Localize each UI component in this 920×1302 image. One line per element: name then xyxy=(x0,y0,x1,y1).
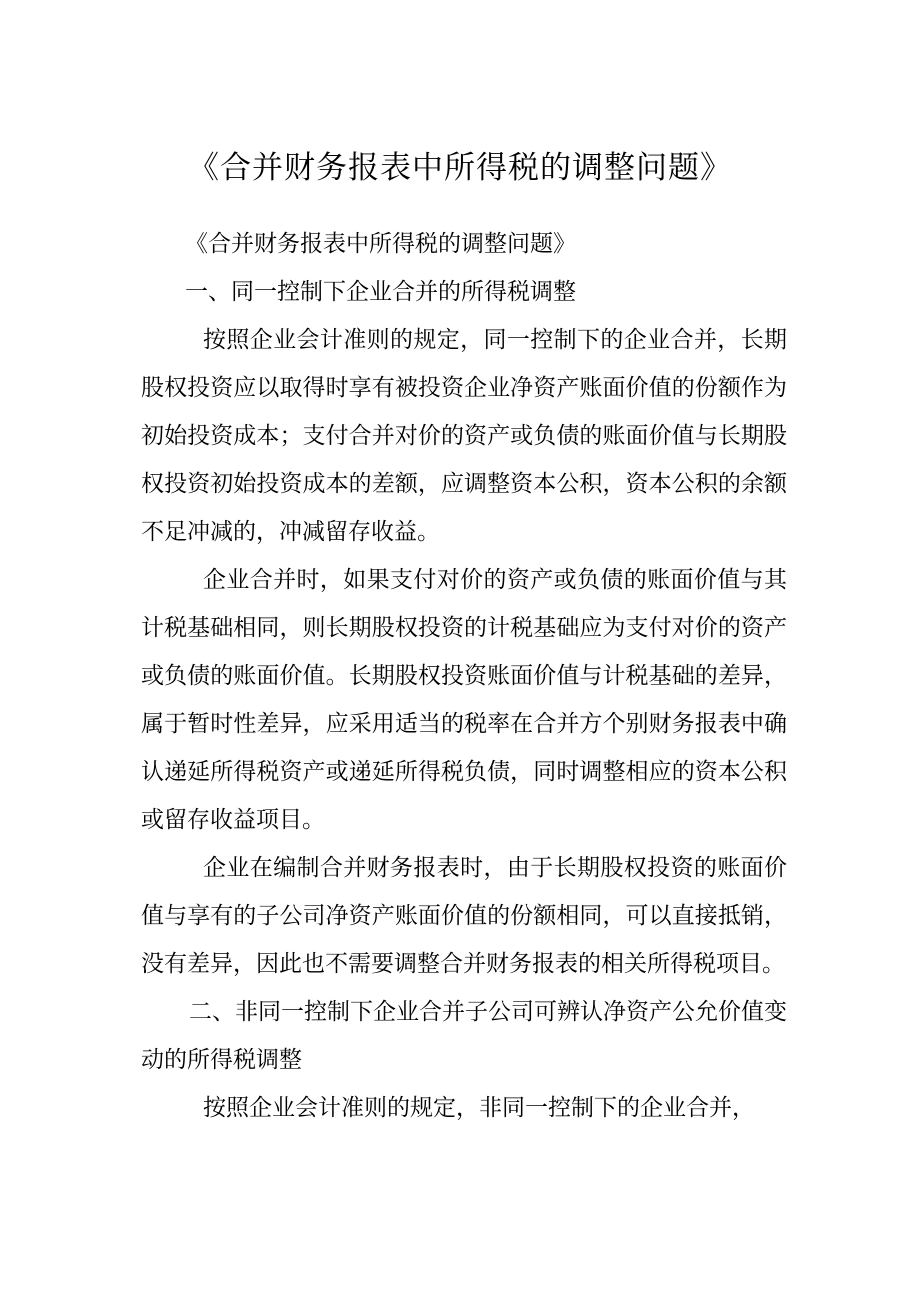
paragraph: 按照企业会计准则的规定，非同一控制下的企业合并， xyxy=(203,1095,755,1121)
paragraph: 按照企业会计准则的规定，同一控制下的企业合并，长期股权投资应以取得时享有被投资企业净资产账面价值的份额作为初始投资成本；支付合并对价的资产或负债的账面价值与长期股权投资初始投资成本的差额，应调整资本公积，资本公积的余额不足冲减的，冲减留存收益。 xyxy=(141,327,787,545)
paragraph: 企业合并时，如果支付对价的资产或负债的账面价值与其计税基础相同，则长期股权投资的计税基础应为支付对价的资产或负债的账面价值。长期股权投资账面价值与计税基础的差异，属于暂时性差异，应采用适当的税率在合并方个别财务报表中确认递延所得税资产或递延所得税负债，同时调整相应的资本公积或留存收益项目。 xyxy=(141,567,787,833)
document-title: 《合并财务报表中所得税的调整问题》 xyxy=(188,150,732,186)
section-heading-1: 一、同一控制下企业合并的所得税调整 xyxy=(185,279,576,305)
paragraph: 企业在编制合并财务报表时，由于长期股权投资的账面价值与享有的子公司净资产账面价值的份额相同，可以直接抵销，没有差异，因此也不需要调整合并财务报表的相关所得税项目。 xyxy=(141,855,787,977)
document-body xyxy=(141,220,787,1132)
section-heading-2: 二、非同一控制下企业合并子公司可辨认净资产公允价值变动的所得税调整 xyxy=(141,999,787,1073)
paragraph-subtitle: 《合并财务报表中所得税的调整问题》 xyxy=(185,231,576,257)
